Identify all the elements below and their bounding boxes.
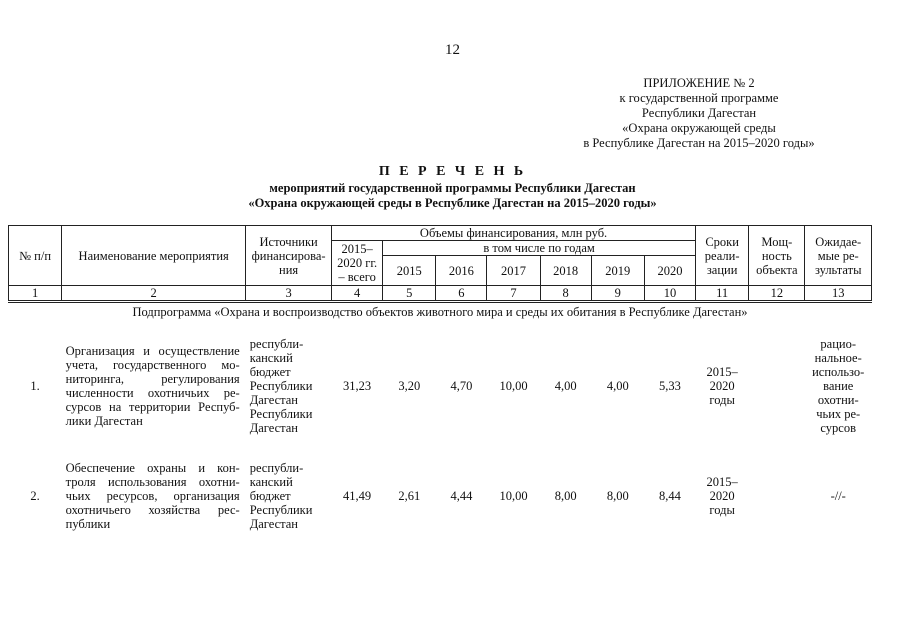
object-capacity [749,321,805,451]
column-number: 13 [805,286,872,302]
header-year: 2020 [644,256,695,286]
title-line: «Охрана окружающей среды в Республике Дагестан на 2015–2020 годы» [248,196,657,210]
funding-2015: 2,61 [398,489,421,503]
funding-source: республи-канский бюджет Республики Дагестан [249,461,313,531]
header-year: 2016 [436,256,487,286]
header-name: Наименование мероприятия [62,226,246,286]
subprogram-heading: Подпрограмма «Охрана и воспроизводство объектов животного мира и среды их обитания в Республике Дагестан» [132,305,748,319]
header-year: 2015 [383,256,436,286]
implementation-terms: 2015– 2020 годы [706,365,738,407]
header-expected: Ожидае-мые ре-зультаты [805,226,872,286]
column-number: 5 [383,286,436,302]
row-number: 2. [30,489,40,503]
header-terms: Сроки реали-зации [696,226,749,286]
funding-2015: 3,20 [398,379,421,393]
column-number: 10 [644,286,695,302]
column-number: 7 [487,286,540,302]
header-year: 2019 [591,256,644,286]
funding-2018: 8,00 [554,489,577,503]
header-capacity: Мощ-ность объекта [749,226,805,286]
column-number: 3 [246,286,332,302]
funding-2018: 4,00 [554,379,577,393]
funding-2017: 10,00 [499,379,528,393]
column-number: 12 [749,286,805,302]
appendix-line: в Республике Дагестан на 2015–2020 годы» [583,136,815,150]
column-number: 1 [9,286,62,302]
measure-name: Организация и осуществление учета, государственного мо-ниторинга, регулирования численности охотничьих ре-сурсов на территории Респуб-лики Дагестан [65,344,240,428]
funding-2020: 5,33 [659,379,681,393]
measure-name: Обеспечение охраны и кон-троля использования охотни-чьих ресурсов, организация охотничьего хозяйства рес-публики [65,461,240,531]
implementation-terms: 2015– 2020 годы [706,475,738,517]
header-sources: Источники финансирова-ния [246,226,332,286]
appendix-line: «Охрана окружающей среды [622,121,776,135]
appendix-line: ПРИЛОЖЕНИЕ № 2 [643,76,755,90]
header-year: 2018 [540,256,591,286]
header-year: 2017 [487,256,540,286]
header-funding: Объемы финансирования, млн руб. [332,226,696,241]
funding-2017: 10,00 [499,489,528,503]
column-number: 4 [332,286,383,302]
measures-table [8,225,872,541]
expected-result: рацио-нальное-использо-вание охотни-чьих ре-сурсов [812,337,865,435]
funding-source: республи-канский бюджет Республики Дагестан Республики Дагестан [249,337,313,435]
header-num: № п/п [9,226,62,286]
object-capacity [749,451,805,541]
funding-2016: 4,44 [450,489,473,503]
expected-result: -//- [830,489,846,503]
column-number: 6 [436,286,487,302]
appendix-heading [549,76,849,151]
column-number: 8 [540,286,591,302]
title-line: мероприятий государственной программы Республики Дагестан [269,181,636,195]
funding-2019: 4,00 [606,379,629,393]
funding-2020: 8,44 [659,489,681,503]
funding-total: 31,23 [343,379,372,393]
appendix-line: к государственной программе [619,91,779,105]
column-number: 9 [591,286,644,302]
funding-2019: 8,00 [606,489,629,503]
appendix-line: Республики Дагестан [641,106,757,120]
title-line: П Е Р Е Ч Е Н Ь [378,164,527,179]
header-total: 2015– 2020 гг. – всего [332,241,383,286]
funding-2016: 4,70 [450,379,473,393]
column-number: 11 [696,286,749,302]
funding-total: 41,49 [343,489,372,503]
page-number: 12 [445,42,460,58]
row-number: 1. [30,379,40,393]
header-by-year: в том числе по годам [383,241,696,256]
document-title [0,163,905,211]
column-number: 2 [62,286,246,302]
